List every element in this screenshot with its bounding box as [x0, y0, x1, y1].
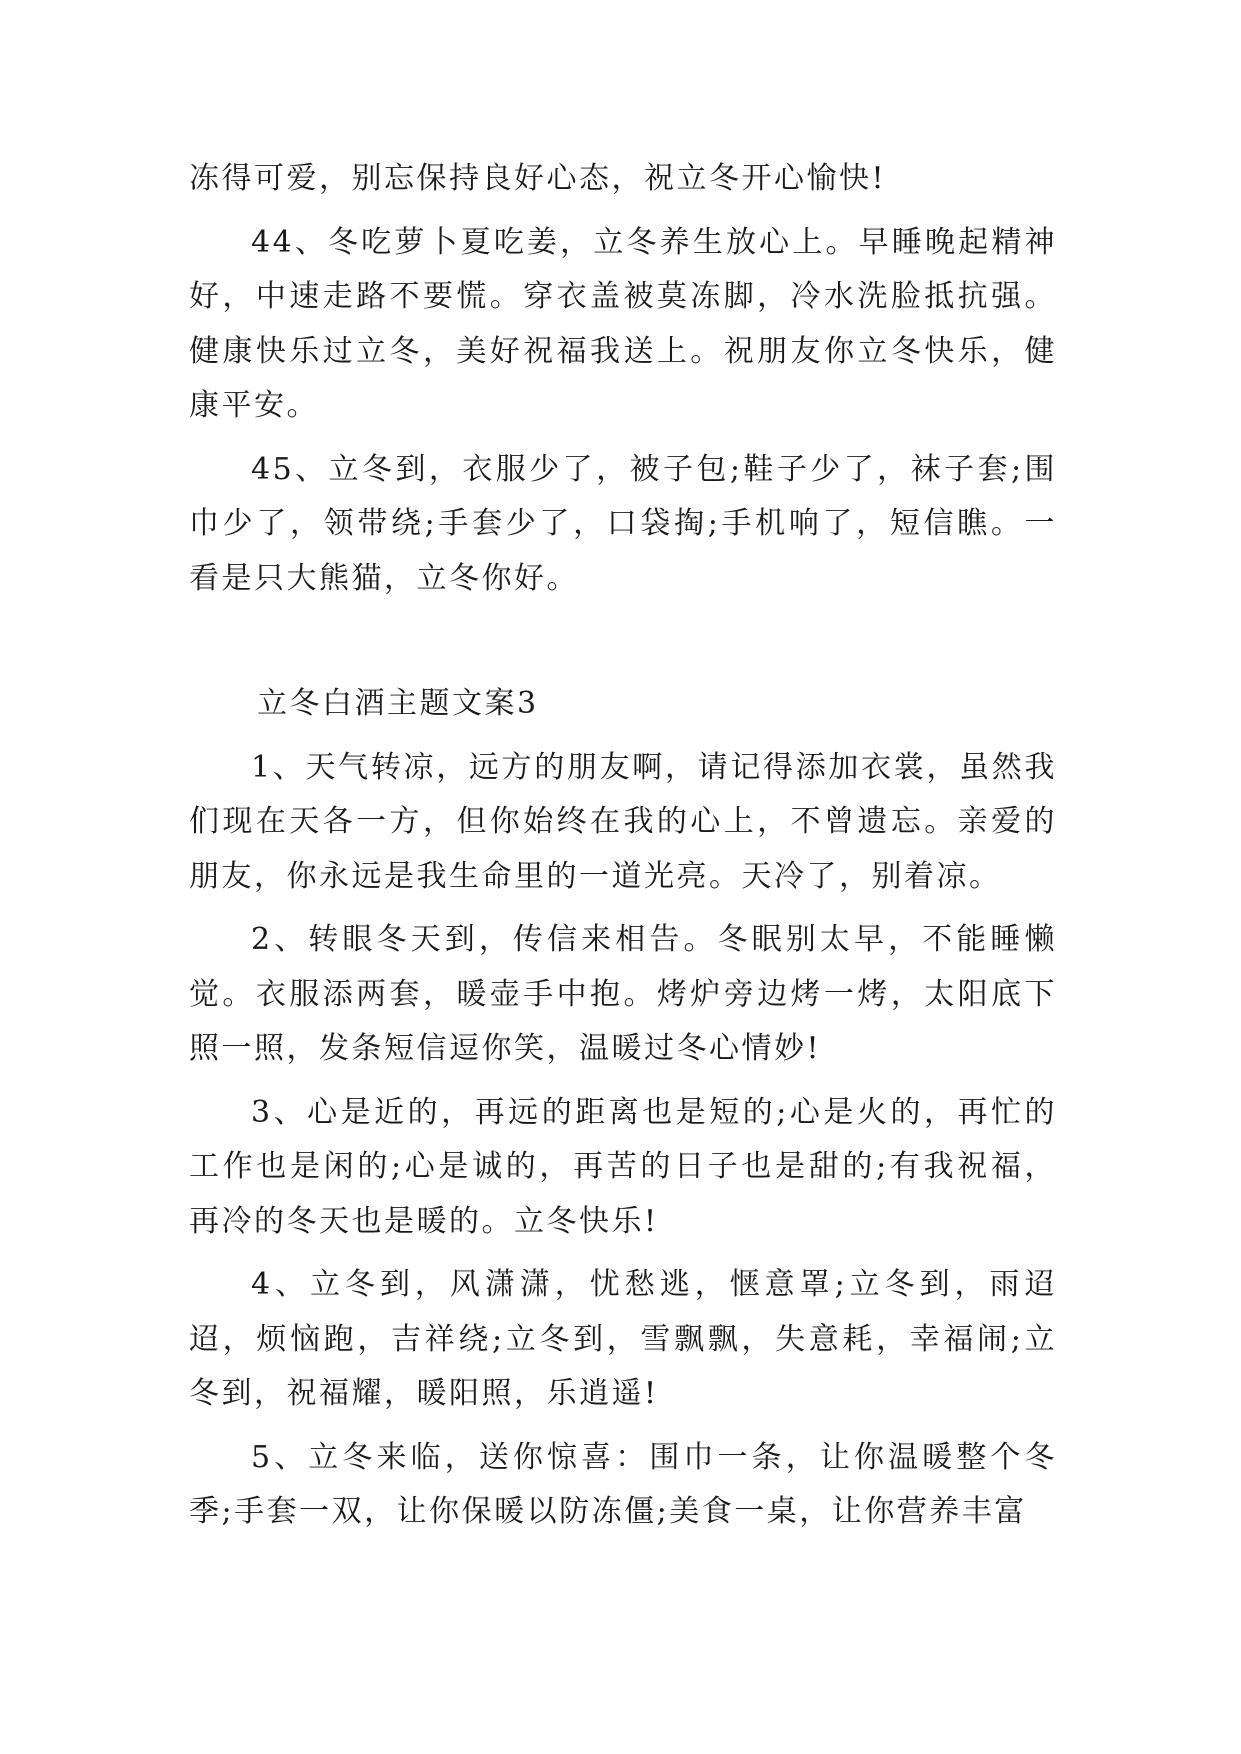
paragraph-3: 3、心是近的，再远的距离也是短的;心是火的，再忙的工作也是闲的;心是诚的，再苦的日子也是甜的;有我祝福，再冷的冬天也是暖的。立冬快乐!	[189, 1094, 1057, 1239]
paragraph-continued: 冻得可爱，别忘保持良好心态，祝立冬开心愉快!	[189, 161, 887, 196]
paragraph-4: 4、立冬到，风潇潇，忧愁逃，惬意罩;立冬到，雨迢迢，烦恼跑，吉祥绕;立冬到，雪飘飘，失意耗，幸福闹;立冬到，祝福耀，暖阳照，乐逍遥!	[189, 1267, 1057, 1411]
section-title: 立冬白酒主题文案3	[257, 686, 539, 721]
paragraph-1: 1、天气转凉，远方的朋友啊，请记得添加衣裳，虽然我们现在天各一方，但你始终在我的心上，不曾遗忘。亲爱的朋友，你永远是我生命里的一道光亮。天冷了，别着凉。	[189, 749, 1057, 894]
paragraph-2: 2、转眼冬天到，传信来相告。冬眠别太早，不能睡懒觉。衣服添两套，暖壶手中抱。烤炉旁边烤一烤，太阳底下照一照，发条短信逗你笑，温暖过冬心情妙!	[189, 922, 1057, 1066]
paragraph-44: 44、冬吃萝卜夏吃姜，立冬养生放心上。早睡晚起精神好，中速走路不要慌。穿衣盖被莫冻脚，冷水洗脸抵抗强。健康快乐过立冬，美好祝福我送上。祝朋友你立冬快乐，健康平安。	[189, 224, 1057, 423]
paragraph-5: 5、立冬来临，送你惊喜：围巾一条，让你温暖整个冬季;手套一双，让你保暖以防冻僵;美食一桌，让你营养丰富	[189, 1439, 1057, 1529]
paragraph-45: 45、立冬到，衣服少了，被子包;鞋子少了，袜子套;围巾少了，领带绕;手套少了，口袋掏;手机响了，短信瞧。一看是只大熊猫，立冬你好。	[189, 451, 1057, 596]
document-body	[189, 152, 1057, 1549]
